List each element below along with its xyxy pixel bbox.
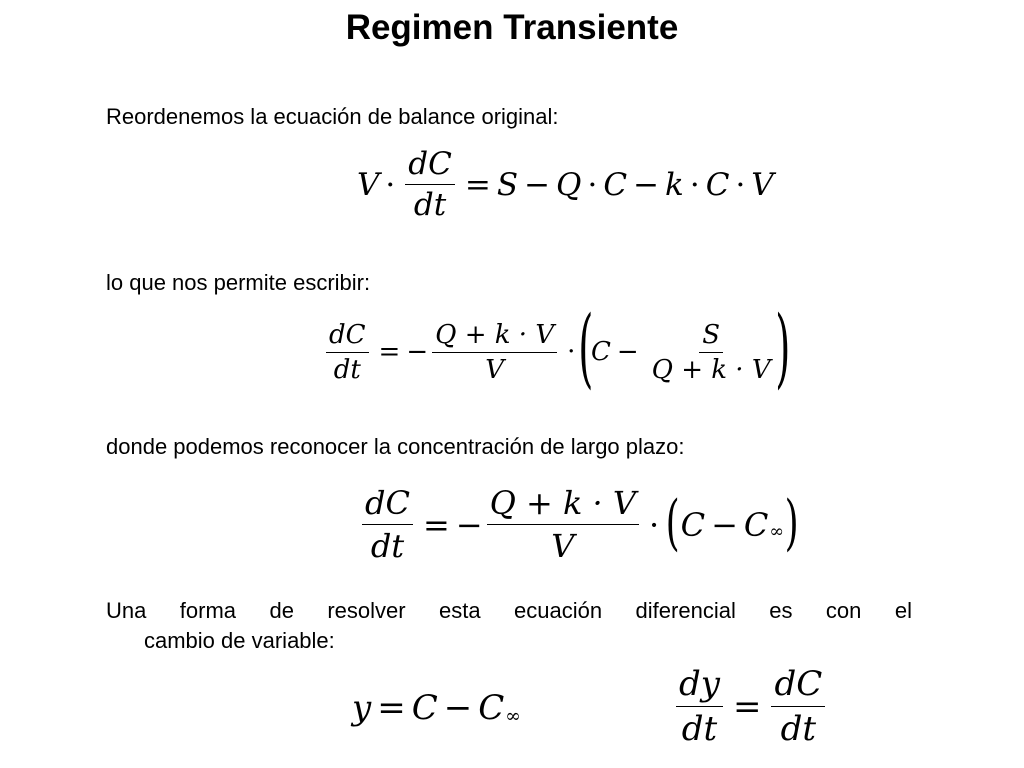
numerator-dC: dC (326, 320, 369, 353)
cdot: · (385, 166, 396, 203)
word: esta (439, 598, 481, 623)
var-y: y (352, 688, 372, 728)
numerator-Q-plus-kV: Q + k · V (487, 484, 639, 525)
word: de (269, 598, 294, 623)
word: Una (106, 598, 147, 623)
left-paren: ( (665, 487, 680, 558)
cdot: · (689, 166, 700, 203)
infinity-subscript: ∞ (505, 705, 521, 727)
equals: = (732, 686, 762, 727)
var-C: C (478, 688, 505, 728)
derivative-fraction-y (676, 664, 723, 749)
long-term-equation (358, 484, 799, 565)
denominator-Q-plus-kV: Q + k · V (651, 354, 771, 385)
denominator-dt: dt (333, 354, 361, 385)
denominator-dt: dt (681, 709, 718, 749)
numerator-dC: dC (362, 484, 413, 525)
minus: − (633, 166, 660, 203)
cambio-variable-text (106, 596, 912, 656)
derivative-fraction (326, 320, 369, 385)
denominator-V: V (551, 527, 575, 565)
var-C: C (603, 166, 628, 203)
numerator-dC: dC (405, 146, 455, 185)
minus: − (711, 505, 738, 544)
var-C: C (680, 505, 706, 544)
right-paren: ) (774, 298, 790, 398)
word: resolver (327, 598, 406, 623)
word: diferencial (635, 598, 736, 623)
var-V: V (751, 166, 774, 203)
word: con (825, 598, 862, 623)
derivative-equivalence (672, 664, 829, 749)
minus: − (406, 337, 429, 367)
denominator-dt: dt (370, 527, 405, 565)
intro-text: Reordenemos la ecuación de balance original: (106, 104, 559, 129)
infinity-subscript: ∞ (769, 522, 785, 543)
source-fraction (649, 320, 774, 385)
right-paren: ) (784, 487, 799, 558)
derivative-fraction (405, 146, 455, 223)
slide-title: Regimen Transiente (345, 8, 679, 47)
minus: − (455, 505, 483, 544)
equals: = (378, 337, 401, 367)
word: ecuación (514, 598, 603, 623)
equals: = (464, 166, 491, 203)
left-paren: ( (578, 298, 594, 398)
var-C: C (411, 688, 438, 728)
denominator-dt: dt (413, 187, 447, 223)
word: forma (179, 598, 237, 623)
text-line: cambio de variable: (144, 628, 335, 653)
permite-text: lo que nos permite escribir: (106, 270, 371, 295)
numerator-S: S (699, 320, 723, 353)
cdot: · (567, 337, 576, 367)
var-Q: Q (556, 166, 582, 203)
var-V: V (357, 166, 380, 203)
rate-fraction (432, 320, 557, 385)
numerator-dy: dy (676, 664, 723, 707)
text-line (106, 596, 912, 626)
word: el (894, 598, 912, 623)
var-C: C (743, 505, 769, 544)
cdot: · (735, 166, 746, 203)
derivative-fraction (362, 484, 413, 565)
numerator-dC: dC (771, 664, 825, 707)
denominator-V: V (485, 354, 505, 385)
derivative-fraction-C (771, 664, 825, 749)
var-C: C (590, 337, 611, 367)
equals: = (377, 688, 406, 728)
equals: = (422, 505, 450, 544)
var-S: S (496, 166, 519, 203)
substitution-equation (352, 688, 521, 728)
rearranged-equation (322, 298, 790, 402)
rate-fraction (487, 484, 639, 565)
cdot: · (649, 505, 660, 544)
concentracion-text: donde podemos reconocer la concentración de largo plazo: (106, 434, 685, 459)
numerator-Q-plus-kV: Q + k · V (432, 320, 557, 353)
cdot: · (587, 166, 598, 203)
minus: − (443, 688, 473, 728)
balance-equation (357, 146, 774, 223)
denominator-dt: dt (780, 709, 817, 749)
minus: − (616, 337, 639, 367)
var-C: C (705, 166, 730, 203)
word: es (769, 598, 793, 623)
minus: − (524, 166, 551, 203)
var-k: k (665, 166, 684, 203)
